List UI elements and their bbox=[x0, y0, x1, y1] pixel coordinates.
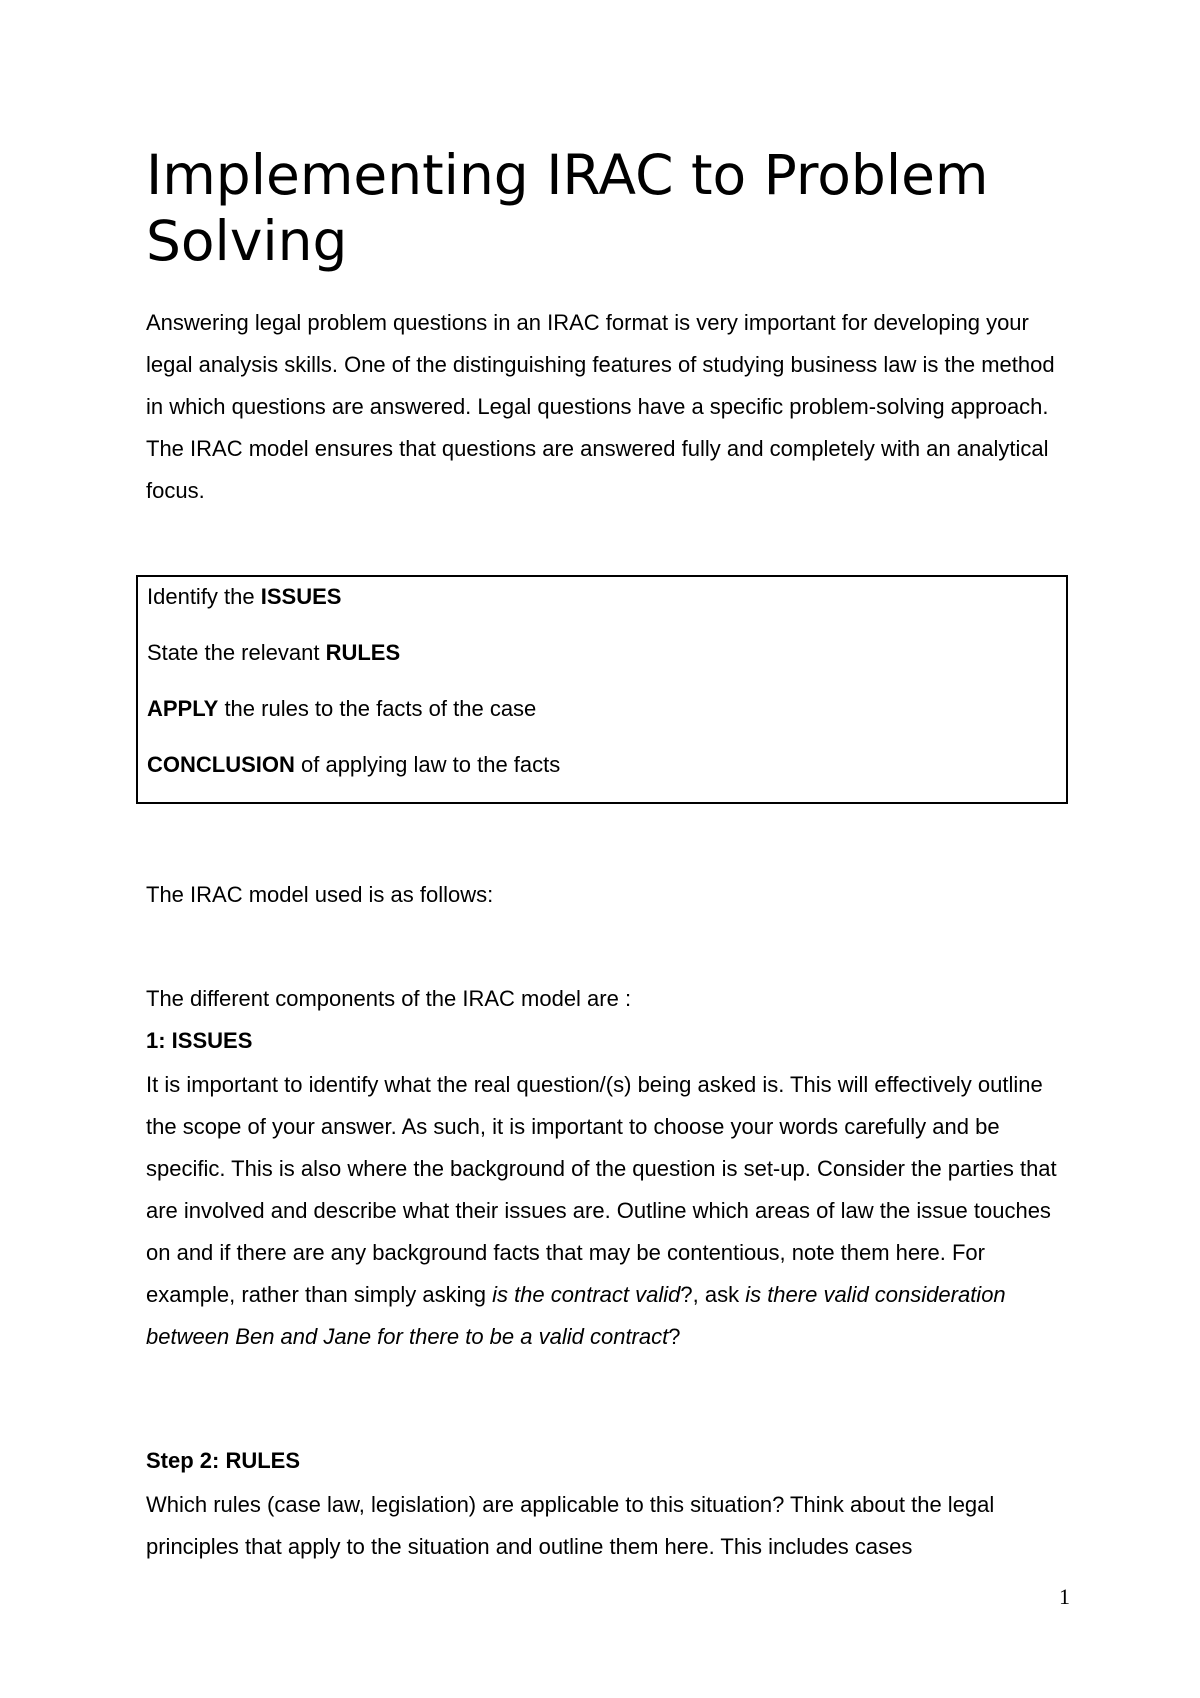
rules-paragraph: Which rules (case law, legislation) are applicable to this situation? Think about the legal principles that apply to the situation and outline them here. This includes cases bbox=[146, 1492, 995, 1559]
irac-conclusion-suffix: of applying law to the facts bbox=[294, 752, 561, 777]
issues-text-2: ?, ask bbox=[680, 1282, 746, 1307]
irac-rules-prefix: State the relevant bbox=[147, 640, 326, 665]
issues-text-1: It is important to identify what the real question/(s) being asked is. This will effectively outline the scope of your answer. As such, it is important to choose your words carefully and be specific. This is also where the background of the question is set-up. Consider the parties that are involved and describe what their issues are. Outline which areas of law the issue touches on and if there are any background facts that may be contentious, note them here. For example, rather than simply asking bbox=[146, 1072, 1057, 1307]
irac-conclusion-line bbox=[147, 751, 1058, 779]
irac-apply-line bbox=[147, 695, 1058, 723]
components-intro: The different components of the IRAC model are : bbox=[146, 986, 632, 1011]
irac-summary-box bbox=[136, 575, 1068, 804]
rules-heading: Step 2: RULES bbox=[146, 1448, 301, 1473]
irac-rules-keyword: RULES bbox=[325, 640, 401, 665]
model-used-text: The IRAC model used is as follows: bbox=[146, 882, 494, 907]
irac-issues-line bbox=[147, 583, 1058, 611]
irac-conclusion-keyword: CONCLUSION bbox=[147, 752, 295, 777]
irac-rules-line bbox=[147, 639, 1058, 667]
irac-apply-keyword: APPLY bbox=[147, 696, 219, 721]
irac-issues-prefix: Identify the bbox=[147, 584, 261, 609]
page-number: 1 bbox=[1059, 1584, 1070, 1609]
intro-paragraph: Answering legal problem questions in an IRAC format is very important for developing your legal analysis skills. One of the distinguishing features of studying business law is the method in which questions are answered. Legal questions have a specific problem-solving approach. The IRAC model ensures that questions are answered fully and completely with an analytical focus. bbox=[146, 310, 1055, 503]
irac-apply-suffix: the rules to the facts of the case bbox=[218, 696, 537, 721]
irac-issues-keyword: ISSUES bbox=[260, 584, 342, 609]
issues-paragraph bbox=[146, 1064, 1076, 1358]
issues-text-3: ? bbox=[668, 1324, 681, 1349]
issues-italic-1: is the contract valid bbox=[492, 1282, 681, 1307]
issues-italic-2: is there valid consideration between Ben and Jane for there to be a valid contract bbox=[146, 1282, 1006, 1349]
issues-heading: 1: ISSUES bbox=[146, 1028, 253, 1053]
document-title: Implementing IRAC to Problem Solving bbox=[146, 143, 989, 273]
